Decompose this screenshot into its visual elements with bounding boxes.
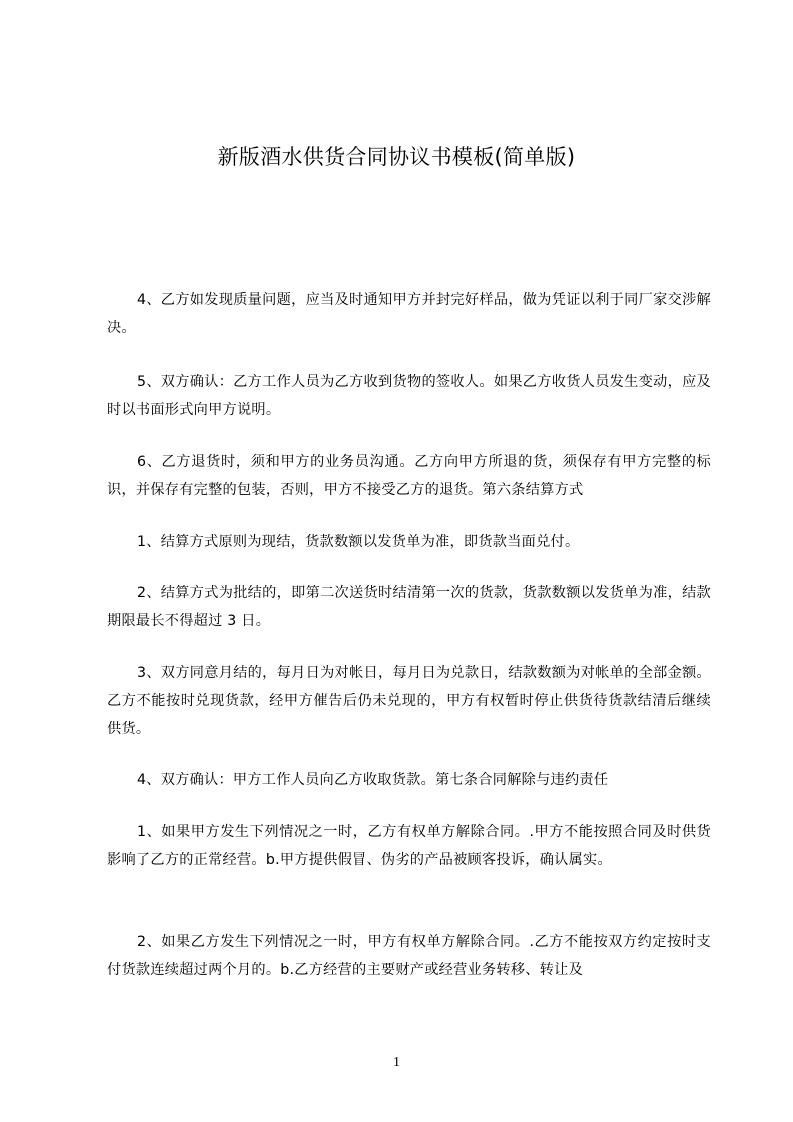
page-number: 1 [393, 1055, 400, 1070]
paragraph-receiver-confirmation: 5、双方确认：乙方工作人员为乙方收到货物的签收人。如果乙方收货人员发生变动，应及时以书面形式向甲方说明。 [107, 374, 711, 418]
paragraph-return-goods: 6、乙方退货时，须和甲方的业务员沟通。乙方向甲方所退的货，须保存有甲方完整的标识，并保存有完整的包装，否则，甲方不接受乙方的退货。第六条结算方式 [107, 454, 711, 498]
paragraph-batch-settlement: 2、结算方式为批结的，即第二次送货时结清第一次的货款，货款数额以发货单为准，结款期限最长不得超过 3 日。 [107, 585, 711, 629]
paragraph-cash-settlement: 1、结算方式原则为现结，货款数额以发货单为准，即货款当面兑付。 [137, 534, 580, 550]
paragraph-seller-termination: 1、如果甲方发生下列情况之一时，乙方有权单方解除合同。.甲方不能按照合同及时供货影响了乙方的正常经营。b.甲方提供假冒、伪劣的产品被顾客投诉，确认属实。 [107, 824, 711, 868]
document-title: 新版酒水供货合同协议书模板(简单版) [217, 145, 576, 169]
paragraph-buyer-termination: 2、如果乙方发生下列情况之一时，甲方有权单方解除合同。.乙方不能按双方约定按时支付货款连续超过两个月的。b.乙方经营的主要财产或经营业务转移、转让及 [107, 934, 711, 978]
paragraph-payment-collection: 4、双方确认：甲方工作人员向乙方收取货款。第七条合同解除与违约责任 [137, 772, 609, 788]
paragraph-quality-issue: 4、乙方如发现质量问题，应当及时通知甲方并封完好样品，做为凭证以利于同厂家交涉解决。 [107, 292, 711, 336]
paragraph-monthly-settlement: 3、双方同意月结的，每月日为对帐日，每月日为兑款日，结款数额为对帐单的全部金额。乙方不能按时兑现货款，经甲方催告后仍未兑现的，甲方有权暂时停止供货待货款结清后继续供货。 [107, 665, 711, 737]
